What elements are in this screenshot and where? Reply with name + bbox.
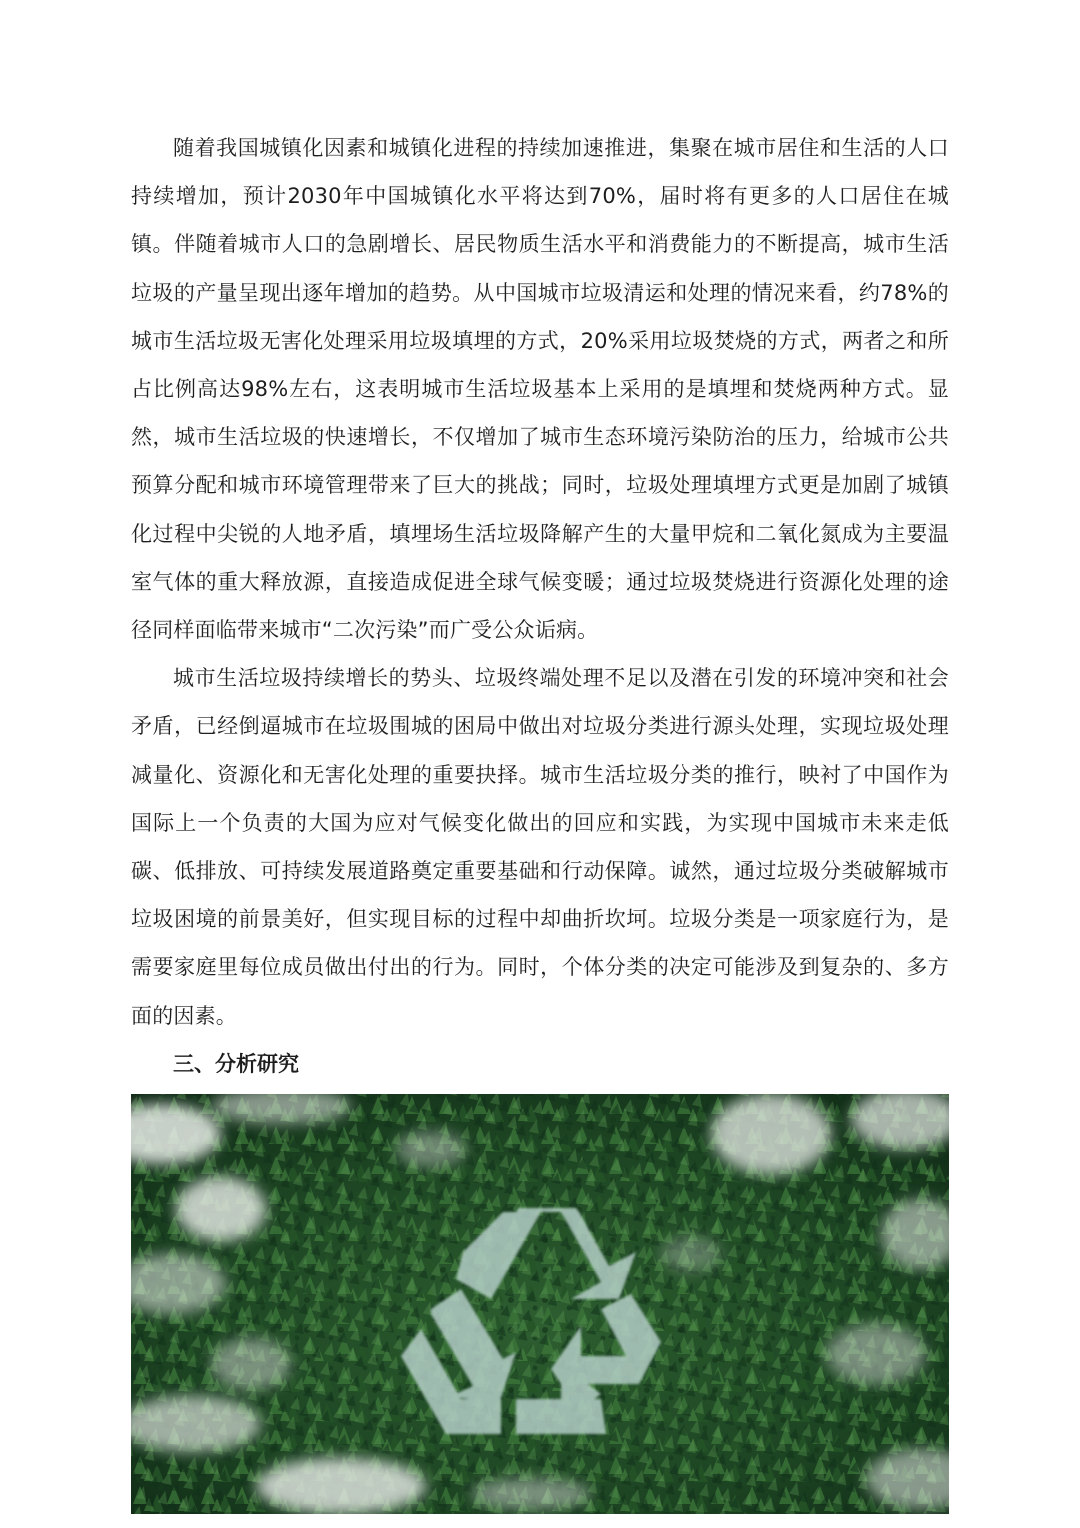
document-body — [131, 124, 949, 1088]
forest-recycling-image — [131, 1094, 949, 1514]
paragraph-urbanization: 随着我国城镇化因素和城镇化进程的持续加速推进，集聚在城市居住和生活的人口持续增加，预计2030年中国城镇化水平将达到70%，届时将有更多的人口居住在城镇。伴随着城市人口的急剧增长、居民物质生活水平和消费能力的不断提高，城市生活垃圾的产量呈现出逐年增加的趋势。从中国城市垃圾清运和处理的情况来看，约78%的城市生活垃圾无害化处理采用垃圾填埋的方式，20%采用垃圾焚烧的方式，两者之和所占比例高达98%左右，这表明城市生活垃圾基本上采用的是填埋和焚烧两种方式。显然，城市生活垃圾的快速增长，不仅增加了城市生态环境污染防治的压力，给城市公共预算分配和城市环境管理带来了巨大的挑战；同时，垃圾处理填埋方式更是加剧了城镇化过程中尖锐的人地矛盾，填埋场生活垃圾降解产生的大量甲烷和二氧化氮成为主要温室气体的重大释放源，直接造成促进全球气候变暖；通过垃圾焚烧进行资源化处理的途径同样面临带来城市“二次污染”而广受公众诟病。 — [131, 136, 949, 643]
paragraph-waste-sorting: 城市生活垃圾持续增长的势头、垃圾终端处理不足以及潜在引发的环境冲突和社会矛盾，已经倒逼城市在垃圾围城的困局中做出对垃圾分类进行源头处理，实现垃圾处理减量化、资源化和无害化处理的重要抉择。城市生活垃圾分类的推行，映衬了中国作为国际上一个负责的大国为应对气候变化做出的回应和实践，为实现中国城市未来走低碳、低排放、可持续发展道路奠定重要基础和行动保障。诚然，通过垃圾分类破解城市垃圾困境的前景美好，但实现目标的过程中却曲折坎坷。垃圾分类是一项家庭行为，是需要家庭里每位成员做出付出的行为。同时，个体分类的决定可能涉及到复杂的、多方面的因素。 — [131, 666, 949, 1028]
forest-photo — [131, 1094, 949, 1514]
section-heading: 三、分析研究 — [173, 1051, 299, 1076]
